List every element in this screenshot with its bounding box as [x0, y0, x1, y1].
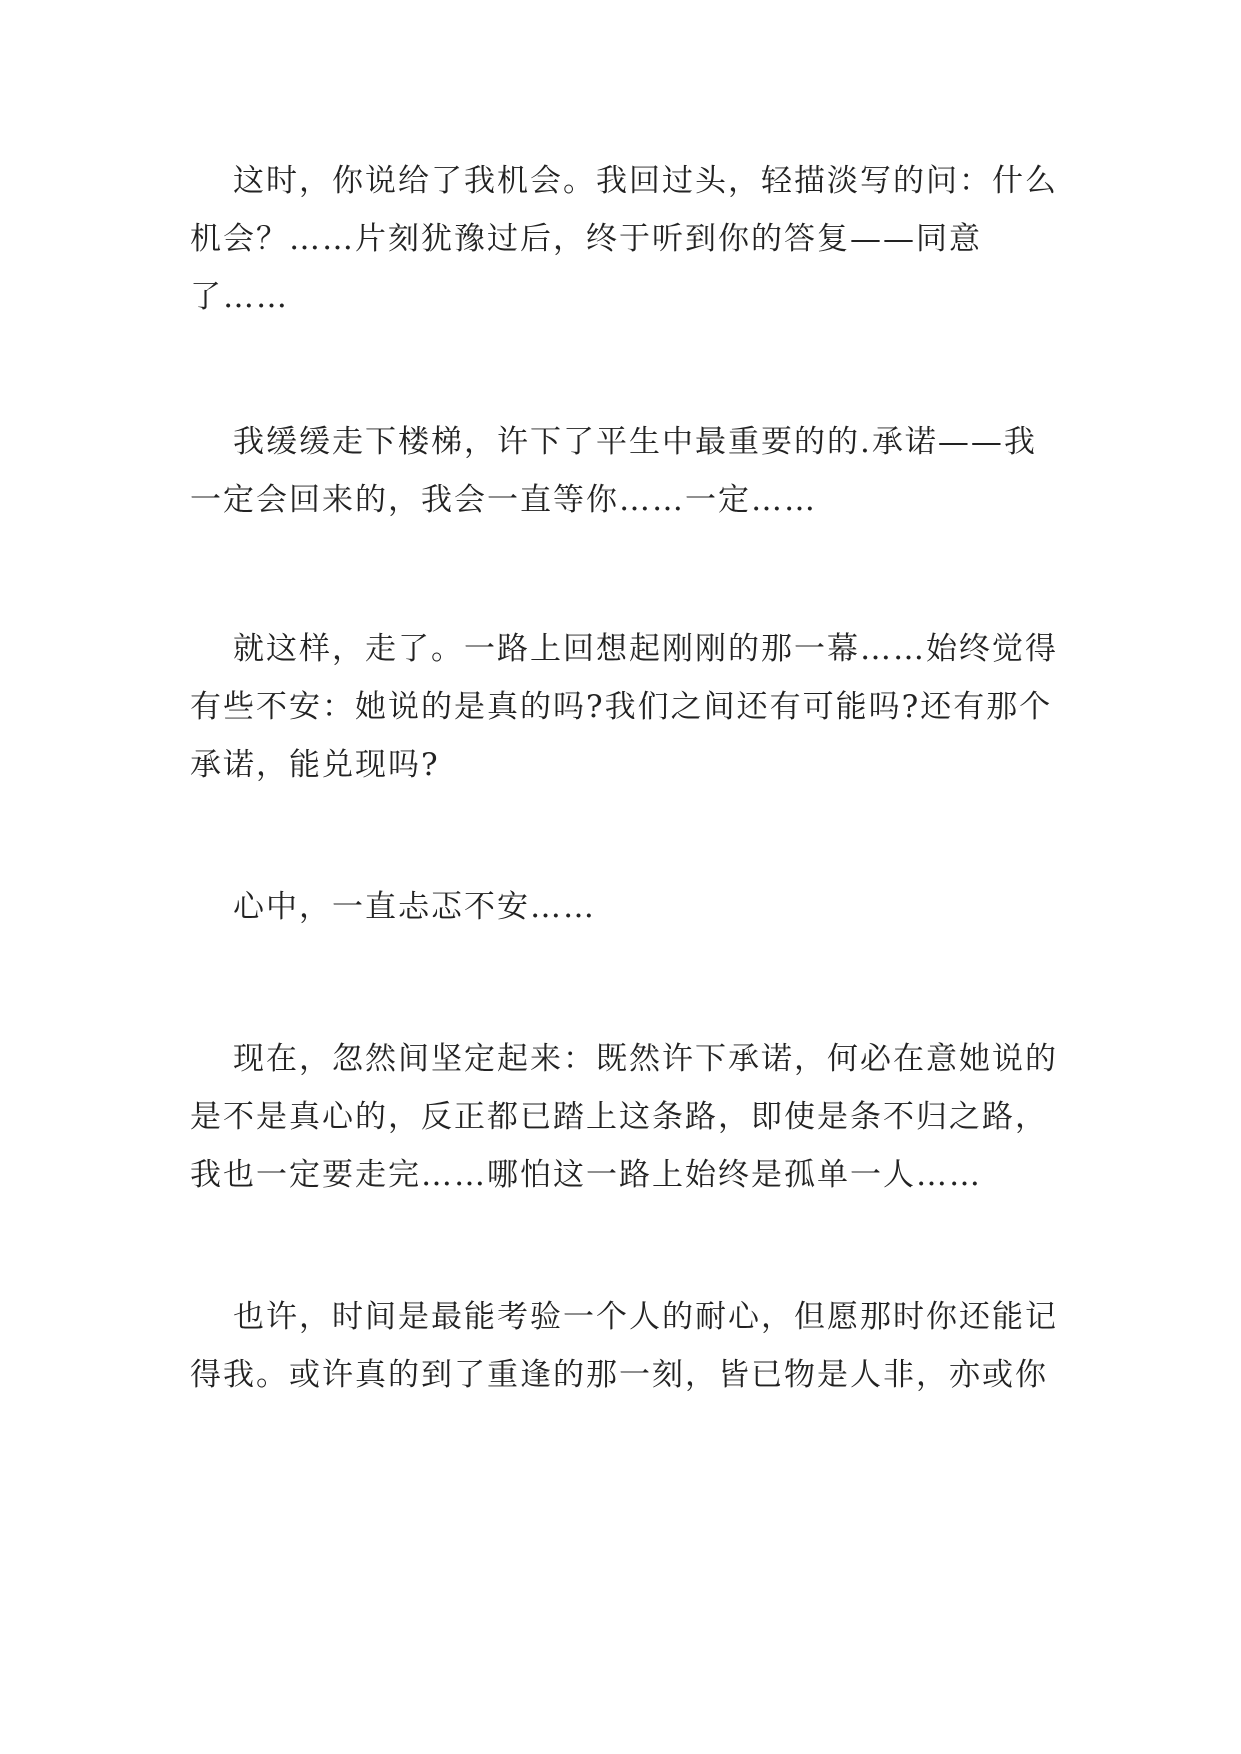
paragraph-2 — [190, 413, 1056, 529]
paragraph-line: 了…… — [190, 279, 289, 315]
paragraph-line: 现在，忽然间坚定起来：既然许下承诺，何必在意她说的 — [233, 1041, 1058, 1077]
paragraph-4 — [190, 878, 1056, 936]
paragraph-line: 心中，一直忐忑不安…… — [233, 889, 596, 925]
paragraph-3 — [190, 620, 1056, 794]
paragraph-line: 得我。或许真的到了重逢的那一刻，皆已物是人非，亦或你 — [190, 1357, 1048, 1393]
paragraph-6 — [190, 1288, 1056, 1404]
paragraph-line: 这时，你说给了我机会。我回过头，轻描淡写的问：什么 — [233, 163, 1058, 199]
paragraph-line: 我缓缓走下楼梯，许下了平生中最重要的的.承诺——我 — [233, 424, 1037, 460]
paragraph-line: 一定会回来的，我会一直等你……一定…… — [190, 482, 817, 518]
paragraph-1 — [190, 152, 1056, 326]
paragraph-line: 就这样，走了。一路上回想起刚刚的那一幕……始终觉得 — [233, 631, 1058, 667]
paragraph-line: 也许，时间是最能考验一个人的耐心，但愿那时你还能记 — [233, 1299, 1058, 1335]
paragraph-line: 我也一定要走完……哪怕这一路上始终是孤单一人…… — [190, 1157, 982, 1193]
paragraph-line: 承诺，能兑现吗? — [190, 747, 440, 783]
paragraph-line: 是不是真心的，反正都已踏上这条路，即使是条不归之路， — [190, 1099, 1048, 1135]
paragraph-line: 机会？……片刻犹豫过后，终于听到你的答复——同意 — [190, 221, 982, 257]
paragraph-5 — [190, 1030, 1056, 1204]
paragraph-line: 有些不安：她说的是真的吗?我们之间还有可能吗?还有那个 — [190, 689, 1053, 725]
